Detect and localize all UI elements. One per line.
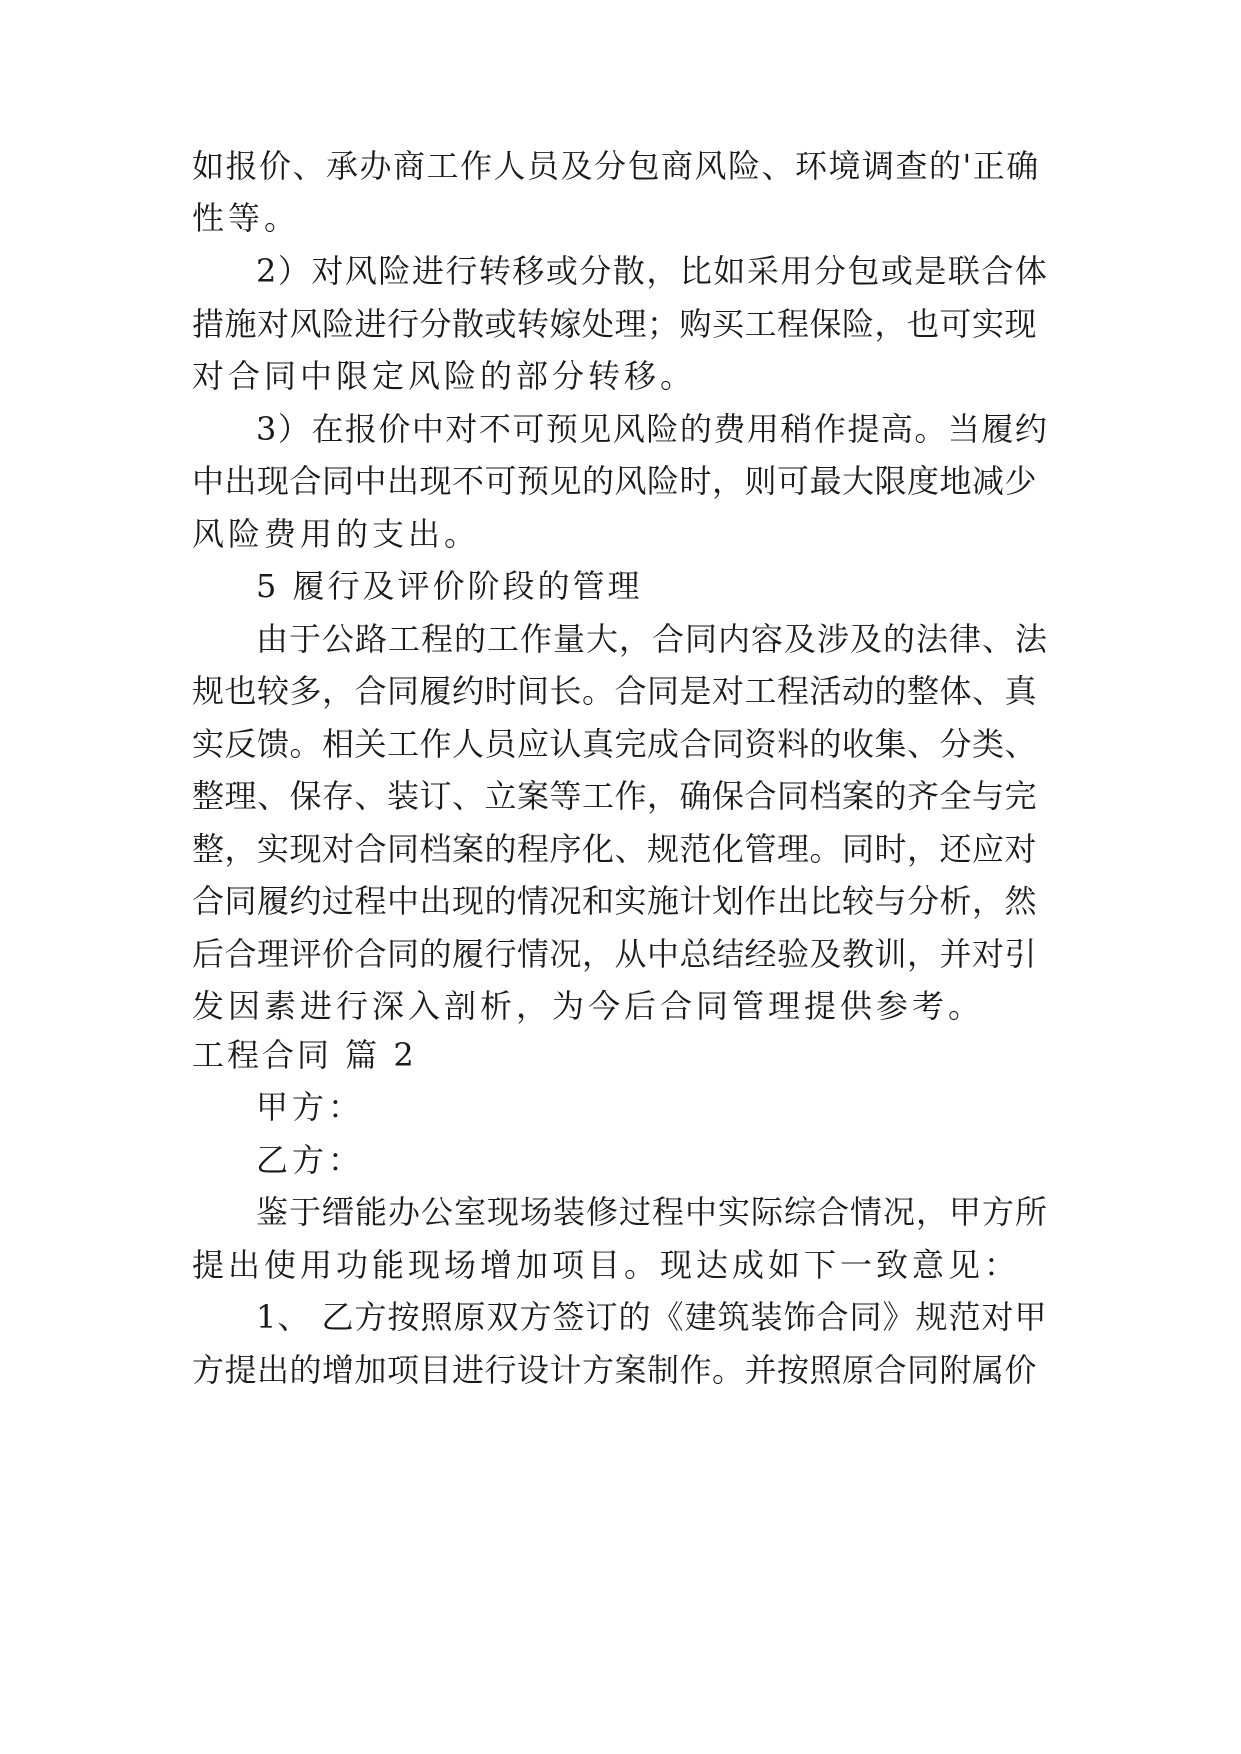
party-b-label: 乙方： [256, 1141, 365, 1179]
text-line: 3）在报价中对不可预见风险的费用稍作提高。当履约 [256, 410, 1049, 448]
text-line: 规也较多，合同履约时间长。合同是对工程活动的整体、真 [192, 672, 1038, 710]
contract-title: 工程合同 篇 2 [192, 1036, 417, 1074]
text-line: 性等。 [192, 199, 301, 237]
text-line: 1、 乙方按照原双方签订的《建筑装饰合同》规范对甲 [256, 1298, 1048, 1336]
text-line: 鉴于缙能办公室现场装修过程中实际综合情况，甲方所 [256, 1193, 1049, 1231]
text-line: 2）对风险进行转移或分散，比如采用分包或是联合体 [256, 252, 1049, 290]
text-line: 整理、保存、装订、立案等工作，确保合同档案的齐全与完 [192, 777, 1038, 815]
text-line: 提出使用功能现场增加项目。现达成如下一致意见： [192, 1246, 1021, 1284]
text-line: 措施对风险进行分散或转嫁处理；购买工程保险，也可实现 [192, 305, 1038, 343]
text-line: 方提出的增加项目进行设计方案制作。并按照原合同附属价 [192, 1351, 1038, 1389]
party-a-label: 甲方： [256, 1088, 365, 1126]
text-line: 如报价、承办商工作人员及分包商风险、环境调查的'正确 [192, 147, 1040, 185]
text-line: 整，实现对合同档案的程序化、规范化管理。同时，还应对 [192, 830, 1038, 868]
text-line: 中出现合同中出现不可预见的风险时，则可最大限度地减少 [192, 462, 1038, 500]
text-line: 由于公路工程的工作量大，合同内容及涉及的法律、法 [256, 620, 1049, 658]
section-heading: 5 履行及评价阶段的管理 [256, 567, 643, 605]
text-line: 风险费用的支出。 [192, 515, 481, 553]
text-line: 合同履约过程中出现的情况和实施计划作出比较与分析，然 [192, 882, 1038, 920]
text-line: 后合理评价合同的履行情况，从中总结经验及教训，并对引 [192, 935, 1038, 973]
text-line: 对合同中限定风险的部分转移。 [192, 357, 697, 395]
text-line: 实反馈。相关工作人员应认真完成合同资料的收集、分类、 [192, 725, 1038, 763]
text-line: 发因素进行深入剖析，为今后合同管理提供参考。 [192, 987, 985, 1025]
